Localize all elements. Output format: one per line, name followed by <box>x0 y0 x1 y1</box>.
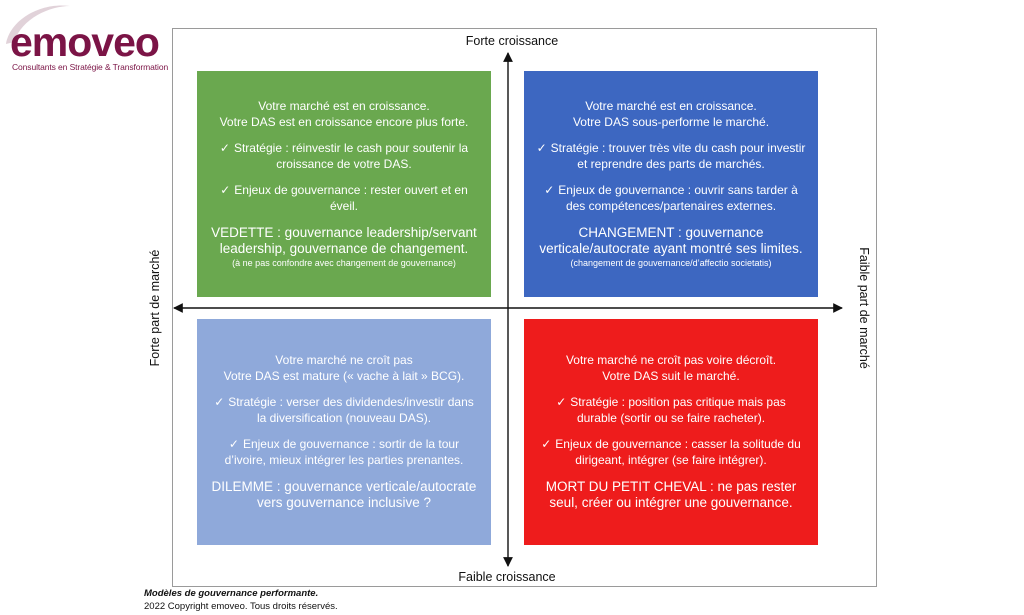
quadrant-top-right <box>524 71 818 297</box>
axis-label-left: Forte part de marché <box>148 249 162 367</box>
check-icon: ✓ <box>556 395 567 409</box>
quadrant-strategy: ✓ Stratégie : trouver très vite du cash pour investir et reprendre des parts de marchés. <box>536 141 806 171</box>
logo-wordmark: emoveo <box>10 19 159 65</box>
check-icon: ✓ <box>541 437 552 451</box>
quadrant-governance: ✓ Enjeux de gouvernance : casser la solitude du dirigeant, intégrer (se faire intégrer). <box>541 437 801 467</box>
quadrant-strategy: ✓ Stratégie : réinvestir le cash pour soutenir la croissance de votre DAS. <box>219 141 469 171</box>
axis-label-right: Faible part de marché <box>857 247 871 369</box>
footer-copyright: 2022 Copyright emoveo. Tous droits réservés. <box>144 601 338 612</box>
check-icon: ✓ <box>544 183 555 197</box>
quadrant-intro: Votre marché est en croissance. Votre DAS est en croissance encore plus forte. <box>219 99 469 129</box>
quadrant-strategy: ✓ Stratégie : position pas critique mais pas durable (sortir ou se faire racheter). <box>556 395 786 425</box>
quadrant-verdict: DILEMME : gouvernance verticale/autocrate vers gouvernance inclusive ? <box>211 479 477 510</box>
check-icon: ✓ <box>214 395 225 409</box>
check-icon: ✓ <box>220 183 231 197</box>
quadrant-governance: ✓ Enjeux de gouvernance : rester ouvert et en éveil. <box>220 183 468 213</box>
quadrant-strategy: ✓ Stratégie : verser des dividendes/investir dans la diversification (nouveau DAS). <box>214 395 474 425</box>
quadrant-verdict: CHANGEMENT : gouvernance verticale/autocrate ayant montré ses limites. (changement de gouvernance/d’affectio societatis) <box>536 225 806 269</box>
quadrant-governance: ✓ Enjeux de gouvernance : sortir de la tour d’ivoire, mieux intégrer les parties prenantes. <box>224 437 464 467</box>
quadrant-verdict: MORT DU PETIT CHEVAL : ne pas rester seul, créer ou intégrer une gouvernance. <box>545 479 797 510</box>
axis-label-top: Forte croissance <box>465 34 559 48</box>
quadrant-intro: Votre marché ne croît pas Votre DAS est mature (« vache à lait » BCG). <box>223 353 465 383</box>
quadrant-note: (à ne pas confondre avec changement de gouvernance) <box>232 258 456 268</box>
quadrant-bottom-left <box>197 319 491 545</box>
quadrant-intro: Votre marché est en croissance. Votre DAS sous-performe le marché. <box>572 99 770 129</box>
check-icon: ✓ <box>228 437 239 451</box>
check-icon: ✓ <box>219 141 230 155</box>
quadrant-intro: Votre marché ne croît pas voire décroît. Votre DAS suit le marché. <box>565 353 777 383</box>
axis-label-bottom: Faible croissance <box>458 570 556 584</box>
quadrant-bottom-right <box>524 319 818 545</box>
footer-title: Modèles de gouvernance performante. <box>144 588 319 599</box>
quadrant-governance: ✓ Enjeux de gouvernance : ouvrir sans tarder à des compétences/partenaires externes. <box>544 183 798 213</box>
check-icon: ✓ <box>536 141 547 155</box>
quadrant-verdict: VEDETTE : gouvernance leadership/servant leadership, gouvernance de changement. (à ne pas confondre avec changement de gouvernance) <box>209 225 479 269</box>
quadrant-note: (changement de gouvernance/d’affectio societatis) <box>570 258 772 268</box>
quadrant-top-left <box>197 71 491 297</box>
logo-tagline: Consultants en Stratégie & Transformation <box>12 62 169 72</box>
